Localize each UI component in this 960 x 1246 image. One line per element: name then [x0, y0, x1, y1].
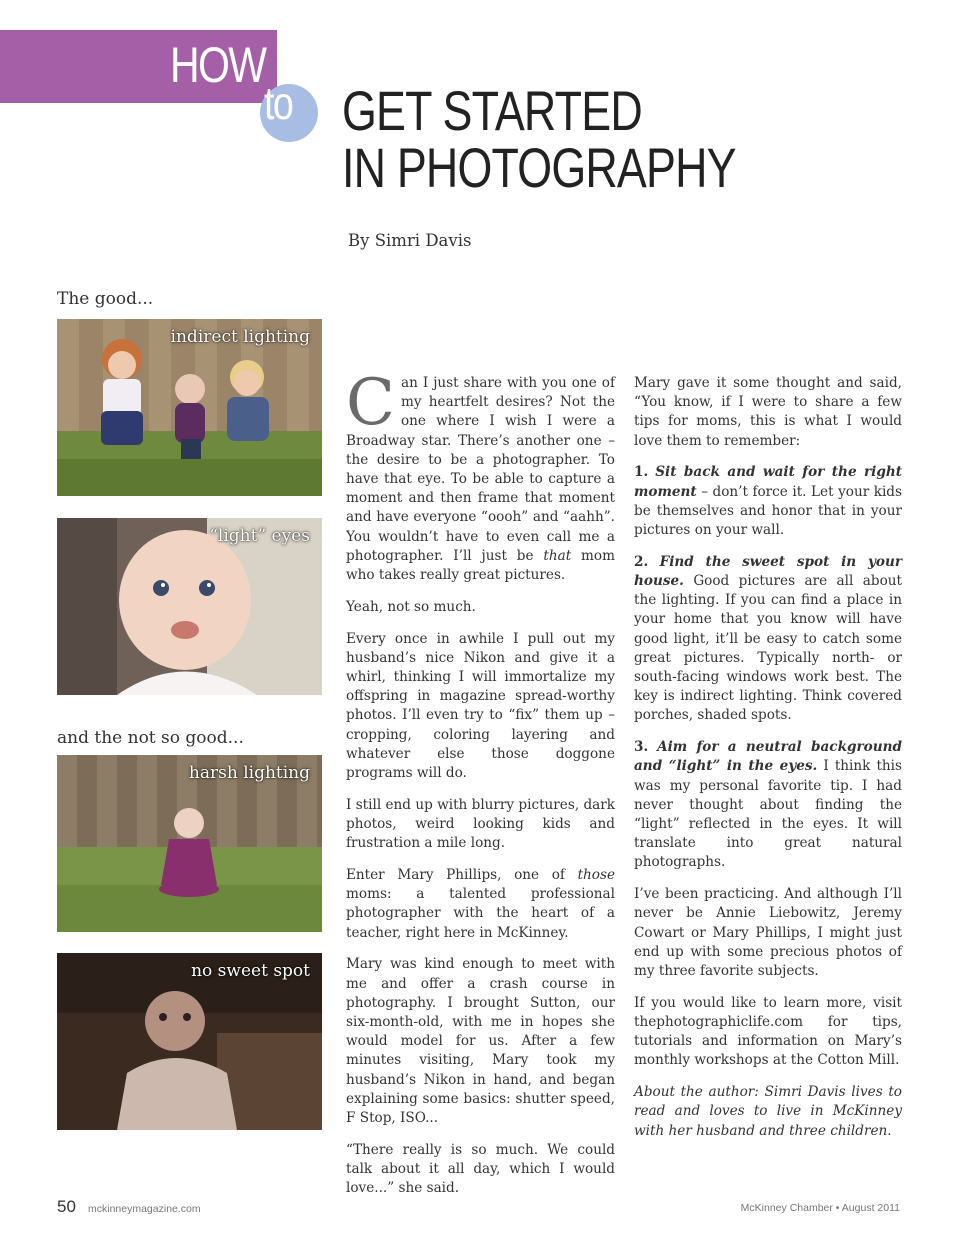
photo-harsh-lighting	[57, 755, 322, 932]
paragraph: If you would like to learn more, visit thephotographiclife.com for tips, tutorials and information on Mary’s monthly workshops at the Cotton Mill.	[634, 994, 902, 1069]
paragraph: I’ve been practicing. And although I’ll never be Annie Liebowitz, Jeremy Cowart or Mary Phillips, I might just end up with some precious photos of my three favorite subjects.	[634, 886, 902, 980]
photo-caption: “light” eyes	[209, 526, 310, 546]
article-column-1	[346, 366, 616, 1211]
header-to: to	[264, 77, 293, 129]
tip-3: 3. Aim for a neutral background and “light” in the eyes. I think this was my personal favorite tip. I had never thought about finding the “light” reflected in the eyes. It will translate into great natural photographs.	[634, 739, 902, 871]
paragraph: Yeah, not so much.	[346, 598, 476, 615]
paragraph: I still end up with blurry pictures, dark photos, weird looking kids and frustration a mile long.	[346, 796, 616, 852]
footer-site: mckinneymagazine.com	[88, 1203, 201, 1215]
paragraph: Mary was kind enough to meet with me and offer a crash course in photography. I brought Sutton, our six-month-old, with me in hopes she would model for us. After a few minutes visiting, Mary took my husband’s Nikon in hand, and began explaining some basics: shutter speed, F Stop, ISO...	[346, 956, 615, 1127]
not-good-label: and the not so good...	[57, 728, 244, 748]
photo-light-eyes	[57, 518, 322, 695]
article-column-2	[634, 374, 902, 1153]
paragraph: “There really is so much. We could talk about it all day, which I would love...” she said.	[346, 1141, 615, 1197]
title-line-2: IN PHOTOGRAPHY	[342, 136, 736, 199]
paragraph-intro: Can I just share with you one of my heartfelt desires? Not the one where I wish I were a Broadway star. There’s another one – the desire to be a photographer. To have that eye. To be able to capture a moment and then frame that moment and have everyone “oooh” and “aahh”. You wouldn’t have to even call me a photographer. I’ll just be that mom who takes really great pictures.	[346, 366, 615, 584]
paragraph: Every once in awhile I pull out my husband’s nice Nikon and give it a whirl, thinking I will immortalize my offspring in magazine spread-worthy photos. I’ll even try to “fix” them up – cropping, coloring layering and whatever else those doggone programs will do.	[346, 630, 615, 782]
photo-indirect-lighting	[57, 319, 322, 496]
photo-caption: indirect lighting	[170, 327, 310, 347]
paragraph: Mary gave it some thought and said, “You know, if I were to share a few tips for moms, this is what I would love them to remember:	[634, 375, 902, 449]
drop-cap: C	[346, 366, 395, 440]
footer-publication: McKinney Chamber • August 2011	[740, 1202, 900, 1214]
paragraph: Enter Mary Phillips, one of those moms: a talented professional photographer with the heart of a teacher, right here in McKinney.	[346, 867, 615, 941]
header-how: HOW	[170, 37, 266, 93]
photo-caption: harsh lighting	[188, 763, 310, 783]
page-number: 50	[57, 1197, 76, 1216]
photo-caption: no sweet spot	[191, 961, 310, 981]
photo-no-sweet-spot	[57, 953, 322, 1130]
tip-1: 1. Sit back and wait for the right moment – don’t force it. Let your kids be themselves and honor that in your pictures on your wall.	[634, 464, 902, 539]
page-title	[342, 79, 736, 199]
title-line-1: GET STARTED	[342, 79, 642, 142]
byline: By Simri Davis	[348, 231, 472, 250]
about-the-author: About the author: Simri Davis lives to read and loves to live in McKinney with her husband and three children.	[634, 1084, 902, 1139]
good-label: The good...	[57, 289, 154, 309]
tip-2: 2. Find the sweet spot in your house. Good pictures are all about the lighting. If you can find a place in your home that you know will have good light, it’ll be easy to catch some great pictures. Typically north- or south-facing windows work best. The key is indirect lighting. Think covered porches, shaded spots.	[634, 553, 902, 724]
